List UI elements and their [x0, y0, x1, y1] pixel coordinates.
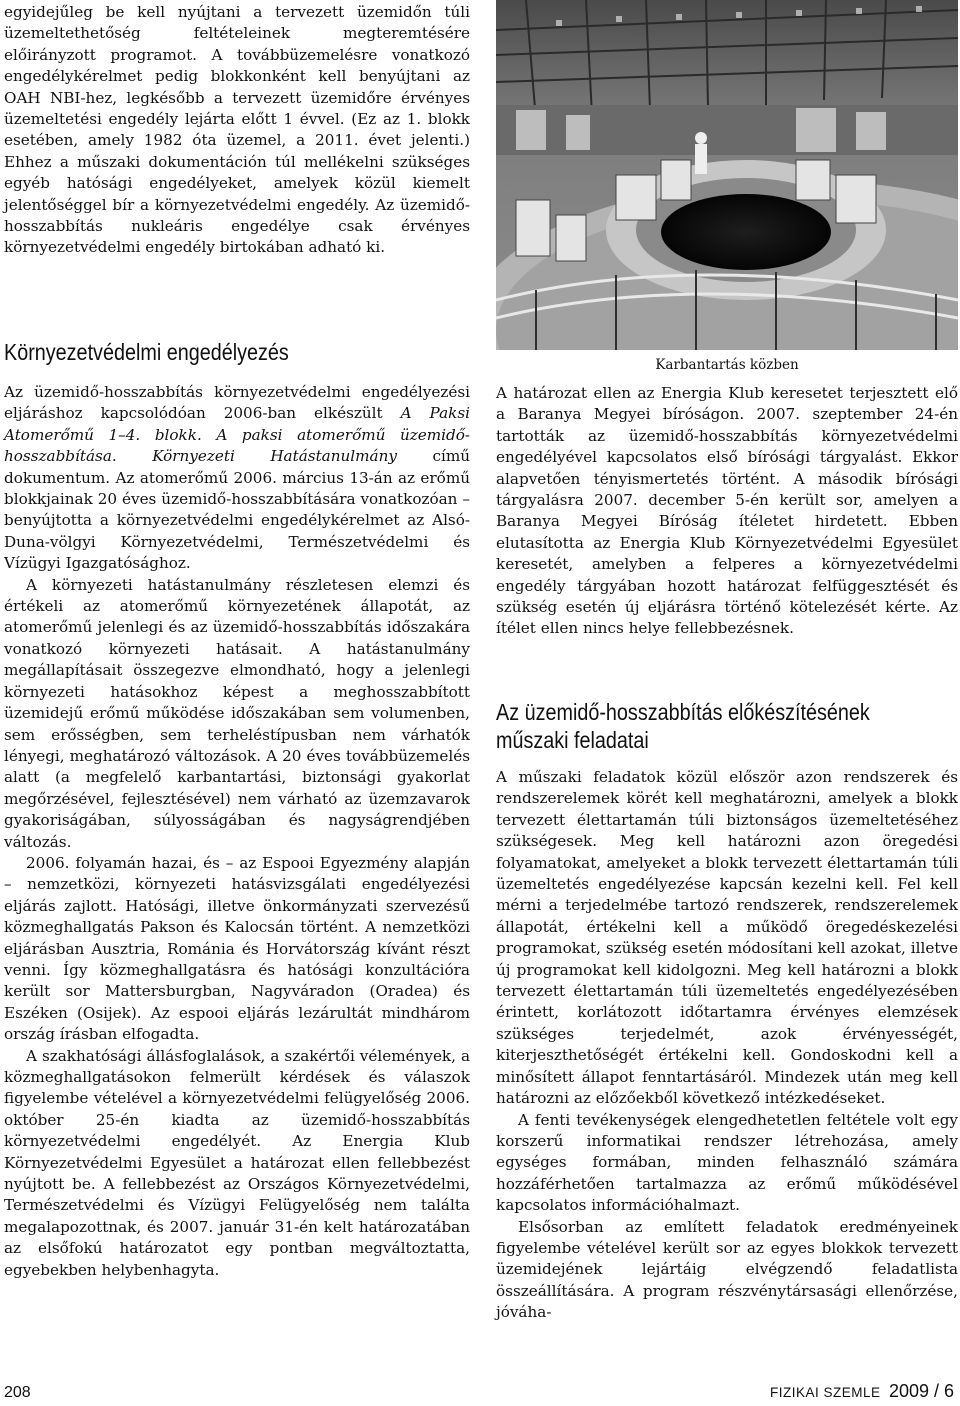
paragraph — [4, 382, 470, 575]
left-column-body — [4, 382, 470, 1281]
photo-caption: Karbantartás közben — [655, 357, 799, 373]
reactor-hall-photo — [496, 0, 958, 350]
issue-number: 2009 / 6 — [888, 1381, 954, 1401]
reactor-hall-image — [496, 0, 958, 350]
section-heading-environmental-licensing: Környezetvédelmi engedélyezés — [4, 339, 289, 365]
journal-footer — [770, 1381, 954, 1402]
text-run: Az üzemidő-hosszabbítás környezetvédelmi engedélyezési eljáráshoz kapcsolódóan 2006-ban elkészült — [4, 383, 470, 423]
section-heading-technical-tasks — [496, 698, 870, 754]
italic-title: A Paksi Atomerőmű 1–4. blokk. A paksi atomerőmű üzemidő-hosszabbítása. Környezeti Hatástanulmány — [4, 404, 471, 466]
heading-line: műszaki feladatai — [496, 727, 649, 753]
paragraph: 2006. folyamán hazai, és – az Espooi Egyezmény alapján – nemzetközi, környezeti hatásvizsgálati engedélyezési eljárás zajlott. Hatósági, illetve önkormányzati szervezésű közmeghallgatás Pakson és Kalocsán történt. A nemzetközi eljárásban Ausztria, Románia és Horvátország kívánt részt venni. Így közmeghallgatásra és hatósági konzultációra került sor Mattersburgban, Nagyváradon (Oradea) és Eszéken (Osijek). Az espooi eljárás lezárultát mindhárom ország írásban elfogadta. — [4, 853, 470, 1044]
right-column-body — [496, 383, 958, 640]
paragraph: A szakhatósági állásfoglalások, a szakértői vélemények, a közmeghallgatásokon felmerült kérdések és válaszok figyelembe vételével a környezetvédelmi felügyelőség 2006. október 25-én kiadta az üzemidő-hosszabbítás környezetvédelmi engedélyét. Az Energia Klub Környezetvédelmi Egyesület a határozat ellen fellebbezést nyújtott be. A fellebbezést az Országos Környezetvédelmi, Természetvédelmi és Vízügyi Felügyelőség nem találta megalapozottnak, és 2007. január 31-én kelt határozatában az elsőfokú határozatot egy pontban megváltoztatta, egyebekben helybenhagyta. — [4, 1046, 470, 1279]
journal-name: FIZIKAI SZEMLE — [769, 1385, 881, 1400]
heading-line: Az üzemidő-hosszabbítás előkészítésének — [496, 699, 870, 725]
intro-column — [4, 2, 470, 259]
paragraph: A fenti tevékenységek elengedhetetlen feltétele volt egy korszerű informatikai rendszer létrehozása, amely egységes formában, minden felhasználó számára hozzáférhetően tartalmazza az erőmű működésével kapcsolatos információhalmazt. — [496, 1110, 958, 1215]
paragraph: A határozat ellen az Energia Klub keresetet terjesztett elő a Baranya Megyei bíróságon. 2007. szeptember 24-én tartották az üzemidő-hosszabbítás környezetvédelmi engedélyével kapcsolatos első bírósági tárgyalást. Ekkor alapvetően tényismertetés történt. A második bírósági tárgyalásra 2007. december 5-én került sor, amelyen a Baranya Megyei Bíróság ítéletet hirdetett. Ebben elutasította az Energia Klub Környezetvédelmi Egyesület keresetét, amelyben a felperes a környezetvédelmi engedély tárgyában hozott határozat felfüggesztését és szükség esetén új eljárásra történő kötelezését kérte. Az ítélet ellen nincs helye fellebbezésnek. — [496, 384, 958, 638]
intro-paragraph: egyidejűleg be kell nyújtani a tervezett üzemidőn túli üzemeltethetőség feltételeinek megteremtésére előirányzott programot. A továbbüzemelésre vonatkozó engedélykérelmet pedig blokkonként kell benyújtani az OAH NBI-hez, legkésőbb a tervezett üzemidőre érvényes üzemeltetési engedély lejárta előtt 1 évvel. (Ez az 1. blokk esetében, amely 1982 óta üzemel, a 2011. évet jelenti.) Ehhez a műszaki dokumentáción túl mellékelni szükséges egyéb hatósági engedélyeket, amelyek közül kiemelt jelentőséggel bír a környezetvédelmi engedély. Az üzemidő-hosszabbítás nukleáris engedélye csak érvényes környezetvédelmi engedély birtokában adható ki. — [4, 3, 470, 257]
right-column-section2 — [496, 767, 958, 1324]
paragraph: A környezeti hatástanulmány részletesen elemzi és értékeli az atomerőmű környezetének állapotát, az atomerőmű jelenlegi és az üzemidő-hosszabbítás időszakára vonatkozó környezeti hatásait. A hatástanulmány megállapításait összegezve elmondható, hogy a jelenlegi környezeti hatásokhoz képest a meghosszabbított üzemidejű erőmű működése időszakában sem volumenben, sem erősségben, sem terheléstípusban nem várhatók lényegi, meghatározó változások. A 20 éves továbbüzemelés alatt (a megfelelő karbantartási, biztonsági gyakorlat megőrzésével, fejlesztésével) nem várható az üzemzavarok gyakoriságában, súlyosságában és nagyságrendjében változás. — [4, 575, 470, 851]
paragraph: Elsősorban az említett feladatok eredményeinek figyelembe vételével került sor az egyes blokkok tervezett üzemidejének lejártáig elvégzendő feladatlista összeállítására. A program részvénytársasági ellenőrzése, jóváha- — [496, 1217, 958, 1322]
paragraph: A műszaki feladatok közül először azon rendszerek és rendszerelemek körét kell meghatározni, amelyek a blokk tervezett élettartamán túli biztonságos üzemeltetéséhez szükségesek. Meg kell határozni azon öregedési folyamatokat, amelyeket a blokk tervezett élettartamán túli üzemeltetés engedélyezése kapcsán kezelni kell. Fel kell mérni a terjedelmébe tartozó rendszerek, rendszerelemek állapotát, értékelni kell a működő öregedéskezelési programokat, szükség esetén módosítani kell azokat, illetve új programokat kell kidolgozni. Meg kell határozni a blokk tervezett élettartamán túli üzemeltetés engedélyezésében érintett, korlátozott időtartamra érvényes elemzések szükséges terjedelmét, azok érvényességét, kiterjeszthetőségét értékelni kell. Gondoskodni kell a minősített állapot fenntartásáról. Mindezek után meg kell határozni az előzőekből következő intézkedéseket. — [496, 768, 958, 1108]
text-run: című dokumentum. Az atomerőmű 2006. március 13-án az erőmű blokkjainak 20 éves üzemidő-hosszabbítására vonatkozóan – benyújtotta a környezetvédelmi engedélykérelmet az Alsó-Duna-völgyi Környezetvédelmi, Természetvédelmi és Vízügyi Igazgatósághoz. — [4, 447, 470, 573]
page-number: 208 — [4, 1384, 31, 1401]
